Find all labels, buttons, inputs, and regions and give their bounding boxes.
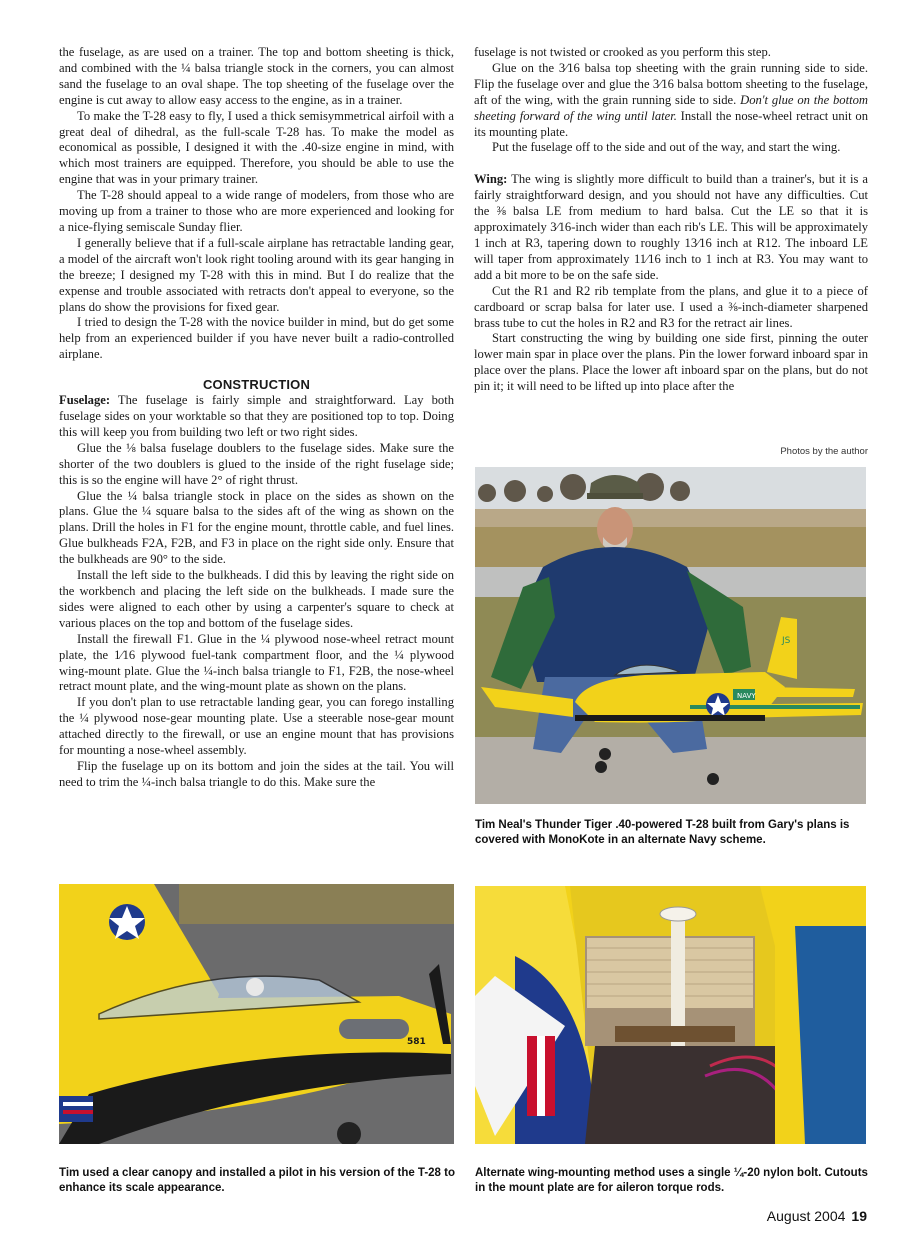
wing-lead: Wing: <box>474 172 508 187</box>
main-tail-code: JS <box>782 636 791 646</box>
left-paragraph-4: I generally believe that if a full-scale airplane has retractable landing gear, a model of the aircraft won't look right tooling around with its gear hanging in the breeze; I designed my T-28 with this in mind. But I do realize that the expense and trouble associated with retracts don't appeal to everyone, so the plans do show the provisions for fixed gear. <box>59 235 454 314</box>
main-photo <box>475 467 866 804</box>
right-paragraph-3: Put the fuselage off to the side and out of the way, and start the wing. <box>492 140 841 155</box>
left-paragraph-7: Glue the ⅛ balsa fuselage doublers to the fuselage sides. Make sure the shorter of the two doublers is glued to the inside of the right fuselage side; this is so the engine will have 2° of right thrust. <box>59 440 454 487</box>
left-paragraph-12: Flip the fuselage up on its bottom and join the sides at the tail. You will need to trim the ¼-inch balsa triangle to do this. Make sure the <box>59 758 454 789</box>
wingmount-photo <box>475 886 866 1144</box>
left-text-column <box>59 45 454 791</box>
page-folio <box>767 1208 867 1224</box>
left-paragraph-1: the fuselage, as are used on a trainer. The top and bottom sheeting is thick, and combined with the ¼ balsa triangle stock in the corners, you can almost sand the fuselage to an oval shape. The top sheeting of the fuselage over the engine is cut away to allow easy access to the engine, as in a trainer. <box>59 45 454 107</box>
wingmount-photo-caption: Alternate wing-mounting method uses a single ¼-20 nylon bolt. Cutouts in the mount plate are for aileron torque rods. <box>475 1167 868 1194</box>
wingmount-photo-graphic <box>475 886 866 1144</box>
canopy-photo-graphic <box>59 884 454 1144</box>
cockpit-number: 581 <box>407 1037 426 1047</box>
right-paragraph-2a: Glue on the 3⁄16 balsa top sheeting with the grain running side to side. Flip the fuselage over and glue the 3⁄16 balsa bottom sheeting to the fuselage, aft of the wing, with the grain running side to side. <box>474 60 868 107</box>
right-paragraph-2-italic: Don't glue on the bottom sheeting forward of the wing until later. <box>474 92 868 123</box>
fuselage-lead: Fuselage: <box>59 393 111 408</box>
left-paragraph-9: Install the left side to the bulkheads. I did this by leaving the right side on the workbench and placing the left side on the bulkheads. I made sure the sides were aligned to each other by using a carpenter's square to check at various places on the top and bottom of the fuselage sides. <box>59 568 454 630</box>
left-paragraph-11: If you don't plan to use retractable landing gear, you can forego installing the ¼ plywood nose-gear mounting plate. Use a steerable nose-gear mount attached directly to the firewall, or use an engine mount that has provisions for mounting a nose-wheel assembly. <box>59 695 454 758</box>
main-photo-caption: Tim Neal's Thunder Tiger .40-powered T-28 built from Gary's plans is covered with MonoKote in an alternate Navy scheme. <box>475 819 850 846</box>
left-paragraph-3: The T-28 should appeal to a wide range of modelers, from those who are moving up from a trainer to those who are more experienced and looking for a nice-flying semiscale Sunday flier. <box>59 188 454 234</box>
construction-heading: CONSTRUCTION <box>202 377 311 393</box>
left-paragraph-5: I tried to design the T-28 with the novice builder in mind, but do get some help from an experienced builder if you have never built a radio-controlled airplane. <box>59 315 454 362</box>
right-paragraph-1: fuselage is not twisted or crooked as you perform this step. <box>474 45 771 59</box>
right-paragraph-2b: Install the nose-wheel retract unit on its mounting plate. <box>474 108 868 139</box>
canopy-photo <box>59 884 454 1144</box>
photo-credit: Photos by the author <box>780 446 868 457</box>
canopy-photo-caption: Tim used a clear canopy and installed a pilot in his version of the T-28 to enhance its scale appearance. <box>59 1167 455 1194</box>
main-photo-graphic <box>475 467 866 804</box>
left-paragraph-2: To make the T-28 easy to fly, I used a thick semisymmetrical airfoil with a great deal of dihedral, as the full-scale T-28 has. To make the model as economical as possible, I designed it with the .40-size engine in mind, with which most trainers are equipped. Therefore, you should be able to use the engine that was in your primary trainer. <box>59 108 454 187</box>
right-paragraph-5: Cut the R1 and R2 rib template from the plans, and glue it to a piece of cardboard or scrap balsa for later use. I used a ⅜-inch-diameter sharpened brass tube to cut the holes in R2 and R3 for the retract air lines. <box>474 283 868 330</box>
right-paragraph-6: Start constructing the wing by building one side first, pinning the outer lower main spar in place over the plans. Pin the lower forward inboard spar in place over the plans. Place the lower aft inboard spar on the plans, but do not pin it; it will need to be lifted up into place after the <box>474 331 868 394</box>
issue-date: August 2004 <box>766 1208 846 1224</box>
right-paragraph-2 <box>474 61 868 141</box>
wing-body: The wing is slightly more difficult to build than a trainer's, but it is a fairly straightforward design, and you should not have any difficulties. Cut the ⅜ balsa LE from medium to hard balsa. Cut the LE so that it is approximately 3⁄16-inch wider than each rib's LE. This will be approximately 1 inch at R3, tapering down to roughly 13⁄16 inch at R12. The inboard LE will taper from approximately 11⁄16 inch to 1 inch at R3. You may want to add a bit more to be on the safe side. <box>474 172 868 282</box>
fuselage-paragraph <box>59 393 454 441</box>
fuselage-body: The fuselage is fairly simple and straightforward. Lay both fuselage sides on your worktable so that they are positioned top to top. Doing this will keep you from building two left or two right sides. <box>59 393 454 439</box>
main-navy-text: NAVY <box>737 692 756 700</box>
left-paragraph-8: Glue the ¼ balsa triangle stock in place on the sides as shown on the plans. Glue the ¼ square balsa to the sides aft of the wing as shown on the plans. Drill the holes in F1 for the engine mount, throttle cable, and fuel lines. Glue bulkheads F2A, F2B, and F3 in place on the right side only. Ensure that the bulkheads are 90° to the side. <box>59 488 454 567</box>
page-number: 19 <box>851 1208 867 1224</box>
right-text-column <box>474 45 868 395</box>
left-paragraph-10: Install the firewall F1. Glue in the ¼ plywood nose-wheel retract mount plate, the 1⁄16 plywood fuel-tank compartment floor, and the ¼ plywood wing-mount plate. Glue the ¼-inch balsa triangle to F1, F2B, the nose-wheel retract mount plate, and the wing-mount plate as shown on the plans. <box>59 631 454 694</box>
wing-paragraph <box>474 172 868 283</box>
